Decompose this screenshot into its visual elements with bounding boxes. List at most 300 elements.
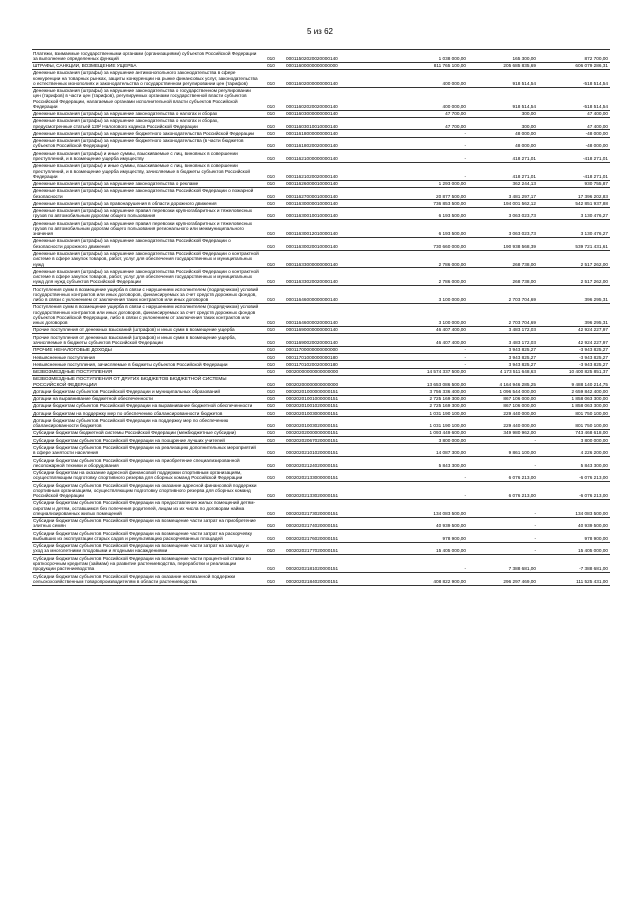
- row-remaining: 5 843 300,00: [538, 457, 610, 470]
- table-row: [32, 402, 610, 409]
- report-table: [32, 49, 610, 586]
- row-code: 010: [260, 268, 282, 286]
- row-code: 010: [260, 388, 282, 395]
- row-approved: 13 653 086 500,00: [392, 375, 468, 388]
- row-name: Денежные взыскания (штрафы) за нарушение законодательства Российской Федерации о пожарной безопасности: [32, 187, 260, 200]
- row-code: 010: [260, 250, 282, 268]
- row-kbk: 00011630012010000140: [282, 220, 392, 238]
- row-approved: 6 193 500,00: [392, 220, 468, 238]
- row-code: 010: [260, 499, 282, 517]
- table-row: [32, 542, 610, 555]
- row-kbk: 00020202067020000151: [282, 437, 392, 444]
- row-approved: 1 038 000,00: [392, 50, 468, 63]
- row-remaining: 47 400,00: [538, 110, 610, 117]
- row-approved: 20 877 500,00: [392, 187, 468, 200]
- row-executed: 3 063 023,73: [468, 220, 538, 238]
- row-executed: 194 001 562,12: [468, 200, 538, 207]
- row-kbk: 00020202174020000151: [282, 517, 392, 530]
- row-executed: 300,00: [468, 117, 538, 130]
- row-executed: -: [468, 437, 538, 444]
- row-executed: 229 440 000,00: [468, 417, 538, 430]
- row-approved: 730 660 000,00: [392, 237, 468, 250]
- row-kbk: 00011630020010000140: [282, 237, 392, 250]
- row-remaining: 2 517 262,00: [538, 268, 610, 286]
- row-code: 010: [260, 573, 282, 586]
- row-remaining: 9 488 140 214,75: [538, 375, 610, 388]
- row-code: 010: [260, 237, 282, 250]
- row-code: 010: [260, 410, 282, 417]
- row-approved: 2 725 169 300,00: [392, 402, 468, 409]
- row-kbk: 00011603000000000140: [282, 110, 392, 117]
- row-name: Невыясненные поступления: [32, 354, 260, 361]
- row-code: 010: [260, 375, 282, 388]
- table-row: [32, 368, 610, 375]
- row-remaining: -3 943 825,27: [538, 361, 610, 368]
- row-code: 010: [260, 303, 282, 326]
- row-kbk: 00011600000000000000: [282, 62, 392, 69]
- table-row: [32, 207, 610, 220]
- row-remaining: 930 755,87: [538, 180, 610, 187]
- row-name: Денежные взыскания (штрафы) за нарушение правил перевозки крупногабаритных и тяжеловесных грузов по автомобильным дорогам общего пользования регионального или межмуниципального значения: [32, 220, 260, 238]
- row-approved: 3 100 000,00: [392, 303, 468, 326]
- row-remaining: 396 295,31: [538, 303, 610, 326]
- row-remaining: 15 405 000,00: [538, 542, 610, 555]
- row-executed: 1 096 544 000,00: [468, 388, 538, 395]
- row-name: Дотации бюджетам субъектов Российской Федерации и муниципальных образований: [32, 388, 260, 395]
- row-remaining: 396 295,31: [538, 286, 610, 304]
- table-row: [32, 444, 610, 457]
- row-approved: 6 193 500,00: [392, 207, 468, 220]
- row-remaining: 743 468 618,00: [538, 429, 610, 436]
- row-kbk: 00011603010010000140: [282, 117, 392, 130]
- table-row: [32, 130, 610, 137]
- table-row: [32, 117, 610, 130]
- row-kbk: 00011646000000000140: [282, 286, 392, 304]
- row-code: 010: [260, 187, 282, 200]
- row-approved: -: [392, 137, 468, 150]
- row-approved: 15 405 000,00: [392, 542, 468, 555]
- row-kbk: 00011633000000000140: [282, 250, 392, 268]
- row-code: 010: [260, 130, 282, 137]
- row-approved: -: [392, 150, 468, 163]
- row-executed: 362 244,13: [468, 180, 538, 187]
- row-code: 010: [260, 334, 282, 347]
- row-approved: 2 786 000,00: [392, 250, 468, 268]
- row-remaining: 3 800 000,00: [538, 437, 610, 444]
- row-code: 010: [260, 69, 282, 87]
- row-name: Субсидии бюджетам субъектов Российской Федерации на оказание адресной финансовой поддержки спортивным организациям, осуществляющим подготовку спортивного резерва для сборных команд Российской Федерации: [32, 482, 260, 500]
- row-executed: 2 703 704,69: [468, 303, 538, 326]
- row-kbk: 00011630000010000140: [282, 200, 392, 207]
- row-remaining: -518 514,54: [538, 69, 610, 87]
- row-code: 010: [260, 137, 282, 150]
- row-remaining: 801 750 100,00: [538, 417, 610, 430]
- row-approved: 5 843 300,00: [392, 457, 468, 470]
- row-code: 010: [260, 457, 282, 470]
- row-kbk: 00020202176020000151: [282, 530, 392, 543]
- row-executed: -: [468, 530, 538, 543]
- table-row: [32, 388, 610, 395]
- row-remaining: 3 130 476,27: [538, 207, 610, 220]
- row-approved: -: [392, 354, 468, 361]
- row-approved: 3 800 000,00: [392, 437, 468, 444]
- row-executed: 7 388 681,00: [468, 555, 538, 573]
- row-approved: 47 700,00: [392, 117, 468, 130]
- row-remaining: 978 900,00: [538, 530, 610, 543]
- row-name: Денежные взыскания (штрафы) за нарушение законодательства Российской Федерации о контрактной системе в сфере закупок товаров, работ, услуг для обеспечения государственных и муниципальных нужд: [33, 251, 259, 267]
- row-approved: 47 700,00: [392, 110, 468, 117]
- row-code: 010: [260, 180, 282, 187]
- row-name: Денежные взыскания (штрафы) и иные суммы, взыскиваемые с лиц, виновных в совершении преступлений, и в возмещение ущерба имуществу: [32, 150, 260, 163]
- row-remaining: -3 943 825,27: [538, 354, 610, 361]
- table-row: [32, 286, 610, 304]
- table-row: [32, 417, 610, 430]
- table-row: [32, 482, 610, 500]
- row-executed: 918 514,54: [468, 87, 538, 110]
- row-executed: 165 300,00: [468, 50, 538, 63]
- table-row: [32, 326, 610, 333]
- table-row: [32, 429, 610, 436]
- table-row: [32, 150, 610, 163]
- row-kbk: 00020202133020000151: [282, 482, 392, 500]
- row-executed: -: [468, 542, 538, 555]
- row-remaining: -7 388 681,00: [538, 555, 610, 573]
- row-approved: 1 093 449 600,00: [392, 429, 468, 436]
- row-remaining: -518 514,54: [538, 87, 610, 110]
- row-kbk: 00011701020020000180: [282, 361, 392, 368]
- row-name: ШТРАФЫ, САНКЦИИ, ВОЗМЕЩЕНИЕ УЩЕРБА: [32, 62, 260, 69]
- row-approved: -: [392, 555, 468, 573]
- row-approved: 46 407 400,00: [392, 334, 468, 347]
- table-row: [32, 395, 610, 402]
- row-remaining: 10 400 825 851,37: [538, 368, 610, 375]
- row-approved: 408 822 900,00: [392, 573, 468, 586]
- table-row: [32, 50, 610, 63]
- row-code: 010: [260, 87, 282, 110]
- row-approved: 2 725 169 300,00: [392, 395, 468, 402]
- row-kbk: 00020202133000000151: [282, 469, 392, 482]
- row-executed: 349 980 962,00: [468, 429, 538, 436]
- row-code: 010: [260, 429, 282, 436]
- row-executed: -: [468, 457, 538, 470]
- row-approved: -: [392, 162, 468, 180]
- row-approved: 134 083 500,00: [392, 499, 468, 517]
- row-executed: 918 514,54: [468, 69, 538, 87]
- table-row: [32, 410, 610, 417]
- row-code: 010: [260, 517, 282, 530]
- row-kbk: 00020202101020000151: [282, 444, 392, 457]
- table-row: [32, 187, 610, 200]
- row-code: 010: [260, 326, 282, 333]
- row-approved: 14 574 337 500,00: [392, 368, 468, 375]
- table-row: [32, 346, 610, 353]
- table-row: [32, 457, 610, 470]
- row-code: 010: [260, 395, 282, 402]
- row-code: 010: [260, 110, 282, 117]
- row-kbk: 00011621000000000140: [282, 150, 392, 163]
- row-code: 010: [260, 402, 282, 409]
- row-code: 010: [260, 482, 282, 500]
- table-row: [32, 573, 610, 586]
- row-kbk: 00011701000000000180: [282, 354, 392, 361]
- row-code: 010: [260, 555, 282, 573]
- row-executed: 6 076 213,00: [468, 469, 538, 482]
- row-executed: 3 063 023,73: [468, 207, 538, 220]
- table-row: [32, 268, 610, 286]
- row-code: 010: [260, 444, 282, 457]
- row-approved: 400 000,00: [392, 87, 468, 110]
- row-executed: 268 738,00: [468, 268, 538, 286]
- row-kbk: 00011700000000000000: [282, 346, 392, 353]
- row-approved: 400 000,00: [392, 69, 468, 87]
- row-executed: -: [468, 517, 538, 530]
- row-remaining: -48 000,00: [538, 137, 610, 150]
- row-kbk: 00011618020020000140: [282, 137, 392, 150]
- row-code: 010: [260, 361, 282, 368]
- table-row: [32, 180, 610, 187]
- row-approved: 978 900,00: [392, 530, 468, 543]
- row-name: Прочие поступления от денежных взысканий (штрафов) и иных сумм в возмещение ущерба: [32, 326, 260, 333]
- row-remaining: 42 924 227,97: [538, 326, 610, 333]
- row-remaining: -6 076 213,00: [538, 469, 610, 482]
- row-approved: 811 765 100,00: [392, 62, 468, 69]
- table-row: [32, 375, 610, 388]
- row-approved: 3 100 000,00: [392, 286, 468, 304]
- row-name: Субсидии бюджетам на оказание адресной финансовой поддержки спортивным организациям, осуществляющим подготовку спортивного резерва для сборных команд Российской Федерации: [32, 469, 260, 482]
- table-row: [32, 200, 610, 207]
- table-row: [32, 237, 610, 250]
- row-executed: 3 943 825,27: [468, 361, 538, 368]
- row-name: Денежные взыскания (штрафы) за нарушение антимонопольного законодательства в сфере конкуренции на товарных рынках, защиты конкуренции на рынке финансовых услуг, законодательства о естественных монополиях и законодательства о государственном регулировании цен (тарифов): [32, 69, 260, 87]
- row-code: 010: [260, 150, 282, 163]
- row-executed: 418 271,01: [468, 150, 538, 163]
- row-remaining: 111 525 431,00: [538, 573, 610, 586]
- row-kbk: 00020202181020000151: [282, 555, 392, 573]
- row-kbk: 00020201000000000151: [282, 388, 392, 395]
- row-approved: -: [392, 469, 468, 482]
- row-name: Денежные взыскания (штрафы) за нарушение законодательства о государственном регулировании цен (тарифов) в части цен (тарифов), регулируемых органами государственной власти субъектов Российской Федерации, налагаемые органами исполнительной власти субъектов Российской Федерации: [32, 87, 260, 110]
- table-row: [32, 87, 610, 110]
- row-code: 010: [260, 207, 282, 220]
- row-name: Денежные взыскания (штрафы) за нарушение бюджетного законодательства Российской Федерации: [32, 130, 260, 137]
- row-executed: 229 440 000,00: [468, 410, 538, 417]
- row-code: 010: [260, 117, 282, 130]
- row-kbk: 00011618000000000140: [282, 130, 392, 137]
- table-row: [32, 437, 610, 444]
- row-approved: 3 756 336 400,00: [392, 388, 468, 395]
- table-row: [32, 250, 610, 268]
- row-remaining: -418 271,01: [538, 150, 610, 163]
- row-code: 010: [260, 50, 282, 63]
- row-name: Денежные взыскания (штрафы) за нарушение законодательства Российской Федерации о безопасности дорожного движения: [32, 237, 260, 250]
- row-approved: 1 031 190 100,00: [392, 417, 468, 430]
- row-name: Субсидии бюджетам субъектов Российской Федерации на поощрение лучших учителей: [32, 437, 260, 444]
- row-remaining: 2 517 262,00: [538, 250, 610, 268]
- row-code: 010: [260, 346, 282, 353]
- row-approved: 14 087 300,00: [392, 444, 468, 457]
- row-name: Субсидии бюджетам субъектов Российской Федерации на возмещение части затрат на раскорчевку выбывших из эксплуатации старых садов и рекультивацию раскорчеванных площадей: [32, 530, 260, 543]
- row-name: Дотации бюджетам на поддержку мер по обеспечению сбалансированности бюджетов: [32, 410, 260, 417]
- table-row: [32, 69, 610, 87]
- row-remaining: 539 721 431,61: [538, 237, 610, 250]
- row-code: 010: [260, 200, 282, 207]
- row-executed: 296 297 469,00: [468, 573, 538, 586]
- row-name: Денежные взыскания (штрафы) за нарушение законодательства Российской Федерации о контрактной системе в сфере закупок товаров, работ, услуг для обеспечения государственных и муниципальных нужд для нужд субъектов Российской Федерации: [33, 268, 259, 285]
- row-approved: -: [392, 482, 468, 500]
- row-name: Денежные взыскания (штрафы) за нарушение бюджетного законодательства (в части бюджетов субъектов Российской Федерации): [32, 137, 260, 150]
- row-code: 010: [260, 286, 282, 304]
- row-name: Субсидии бюджетам субъектов Российской Федерации на оказание несвязанной поддержки сельскохозяйственным товаропроизводителям в области растениеводства: [32, 573, 260, 586]
- row-kbk: 00020201003020000151: [282, 417, 392, 430]
- row-name: Дотации бюджетам субъектов Российской Федерации на выравнивание бюджетной обеспеченности: [32, 402, 260, 409]
- row-remaining: 872 700,00: [538, 50, 610, 63]
- row-kbk: 00011602000000000140: [282, 69, 392, 87]
- row-remaining: 2 659 842 400,00: [538, 388, 610, 395]
- row-name: Дотации на выравнивание бюджетной обеспеченности: [32, 395, 260, 402]
- row-kbk: 00020200000000000000: [282, 375, 392, 388]
- row-approved: 40 939 500,00: [392, 517, 468, 530]
- row-kbk: 00020201001020000151: [282, 402, 392, 409]
- table-row: [32, 555, 610, 573]
- row-remaining: 3 130 476,27: [538, 220, 610, 238]
- row-executed: 48 000,00: [468, 130, 538, 137]
- row-executed: 3 943 825,27: [468, 346, 538, 353]
- row-approved: -: [392, 361, 468, 368]
- row-executed: 300,00: [468, 110, 538, 117]
- row-kbk: 00020202000000000151: [282, 429, 392, 436]
- row-executed: 3 481 297,17: [468, 187, 538, 200]
- row-kbk: 00020202124020000151: [282, 457, 392, 470]
- row-name: ПРОЧИЕ НЕНАЛОГОВЫЕ ДОХОДЫ: [32, 346, 260, 353]
- row-approved: -: [392, 346, 468, 353]
- row-code: 010: [260, 62, 282, 69]
- table-row: [32, 162, 610, 180]
- row-approved: 46 407 400,00: [392, 326, 468, 333]
- row-kbk: 00011690020020000140: [282, 334, 392, 347]
- row-name: Платежи, взимаемые государственными органами (организациями) субъектов Российской Федерации за выполнение определенных функций: [32, 50, 260, 63]
- row-kbk: 00011626000010000140: [282, 180, 392, 187]
- row-approved: 736 853 500,00: [392, 200, 468, 207]
- row-executed: 9 861 100,00: [468, 444, 538, 457]
- row-name: Денежные взыскания (штрафы) за нарушение правил перевозки крупногабаритных и тяжеловесных грузов по автомобильным дорогам общего пользования: [32, 207, 260, 220]
- row-remaining: 42 924 227,97: [538, 334, 610, 347]
- row-kbk: 00020201003000000151: [282, 410, 392, 417]
- row-remaining: 801 750 100,00: [538, 410, 610, 417]
- table-row: [32, 361, 610, 368]
- row-executed: 418 271,01: [468, 162, 538, 180]
- page-number: 5 из 62: [307, 27, 333, 36]
- row-code: 010: [260, 469, 282, 482]
- row-code: 010: [260, 530, 282, 543]
- row-code: 010: [260, 162, 282, 180]
- table-row: [32, 530, 610, 543]
- row-name: Субсидии бюджетам субъектов Российской Федерации на приобретение специализированной лесопожарной техники и оборудования: [32, 457, 260, 470]
- row-kbk: 00011502020020000140: [282, 50, 392, 63]
- row-kbk: 00020201001000000151: [282, 395, 392, 402]
- row-kbk: 00020202177020000151: [282, 542, 392, 555]
- row-executed: 4 173 511 648,63: [468, 368, 538, 375]
- row-remaining: 4 226 200,00: [538, 444, 610, 457]
- row-remaining: 606 079 286,31: [538, 62, 610, 69]
- row-executed: 6 076 213,00: [468, 482, 538, 500]
- row-executed: 190 938 568,39: [468, 237, 538, 250]
- table-row: [32, 303, 610, 326]
- row-code: 010: [260, 542, 282, 555]
- row-kbk: 00020000000000000000: [282, 368, 392, 375]
- row-executed: 205 685 835,69: [468, 62, 538, 69]
- row-approved: 1 031 190 100,00: [392, 410, 468, 417]
- row-kbk: 00011627000010000140: [282, 187, 392, 200]
- row-approved: -: [392, 130, 468, 137]
- row-code: 010: [260, 368, 282, 375]
- row-remaining: -48 000,00: [538, 130, 610, 137]
- row-kbk: 00011633020020000140: [282, 268, 392, 286]
- table-row: [32, 334, 610, 347]
- row-kbk: 00011602020020000140: [282, 87, 392, 110]
- row-remaining: 1 858 063 300,00: [538, 402, 610, 409]
- row-name: Прочие поступления от денежных взысканий (штрафов) и иных сумм в возмещение ущерба, зачисляемые в бюджеты субъектов Российской Федерации: [32, 334, 260, 347]
- row-name: БЕЗВОЗМЕЗДНЫЕ ПОСТУПЛЕНИЯ ОТ ДРУГИХ БЮДЖЕТОВ БЮДЖЕТНОЙ СИСТЕМЫ РОССИЙСКОЙ ФЕДЕРАЦИИ: [32, 375, 260, 388]
- row-approved: 2 786 000,00: [392, 268, 468, 286]
- row-kbk: 00011621020020000140: [282, 162, 392, 180]
- row-code: 010: [260, 437, 282, 444]
- table-row: [32, 220, 610, 238]
- row-remaining: -3 943 825,27: [538, 346, 610, 353]
- table-row: [32, 469, 610, 482]
- row-name: Денежные взыскания (штрафы) и иные суммы, взыскиваемые с лиц, виновных в совершении преступлений, и в возмещение ущерба имуществу, зачисляемые в бюджеты субъектов Российской Федерации: [32, 162, 260, 180]
- table-row: [32, 354, 610, 361]
- row-remaining: 542 851 937,88: [538, 200, 610, 207]
- row-name: Невыясненные поступления, зачисляемые в бюджеты субъектов Российской Федерации: [32, 361, 260, 368]
- row-name: Субсидии бюджетам субъектов Российской Федерации на предоставление жилых помещений детям-сиротам и детям, оставшимся без попечения родителей, лицам из их числа по договорам найма специализированных жилых помещений: [32, 499, 260, 517]
- table-row: [32, 137, 610, 150]
- row-name: Денежные взыскания (штрафы) за правонарушения в области дорожного движения: [32, 200, 260, 207]
- row-approved: 1 293 000,00: [392, 180, 468, 187]
- row-executed: 4 164 946 285,25: [468, 375, 538, 388]
- row-name: Денежные взыскания (штрафы) за нарушение законодательства о налогах и сборах: [32, 110, 260, 117]
- row-remaining: 40 939 500,00: [538, 517, 610, 530]
- row-executed: 48 000,00: [468, 137, 538, 150]
- row-remaining: 47 400,00: [538, 117, 610, 130]
- row-name: Денежные взыскания (штрафы) за нарушение законодательства о рекламе: [32, 180, 260, 187]
- row-executed: 867 106 000,00: [468, 402, 538, 409]
- row-name: Субсидии бюджетам субъектов Российской Федерации на возмещение части затрат на приобретение элитных семян: [32, 517, 260, 530]
- table-row: [32, 110, 610, 117]
- row-remaining: 17 396 202,83: [538, 187, 610, 200]
- row-kbk: 00020202173020000151: [282, 499, 392, 517]
- row-name: Субсидии бюджетам бюджетной системы Российской Федерации (межбюджетные субсидии): [32, 429, 260, 436]
- row-name: Субсидии бюджетам субъектов Российской Федерации на возмещение части затрат на закладку и уход за многолетними плодовыми и ягодными насаждениями: [32, 542, 260, 555]
- row-executed: 268 738,00: [468, 250, 538, 268]
- row-executed: 867 106 000,00: [468, 395, 538, 402]
- row-executed: 2 703 704,69: [468, 286, 538, 304]
- row-remaining: -418 271,01: [538, 162, 610, 180]
- row-kbk: 00011690000000000140: [282, 326, 392, 333]
- row-executed: -: [468, 499, 538, 517]
- row-kbk: 00020202184020000151: [282, 573, 392, 586]
- row-code: 010: [260, 354, 282, 361]
- row-executed: 3 483 172,03: [468, 326, 538, 333]
- row-name: Дотации бюджетам субъектов Российской Федерации на поддержку мер по обеспечению сбалансированности бюджетов: [32, 417, 260, 430]
- row-remaining: 134 083 500,00: [538, 499, 610, 517]
- row-executed: 3 943 825,27: [468, 354, 538, 361]
- row-kbk: 00011646000020000140: [282, 303, 392, 326]
- row-code: 010: [260, 220, 282, 238]
- row-remaining: -6 076 213,00: [538, 482, 610, 500]
- row-remaining: 1 858 063 300,00: [538, 395, 610, 402]
- row-name: Поступления сумм в возмещение ущерба в связи с нарушением исполнителем (подрядчиком) условий государственных контрактов или иных договоров, финансируемых за счет средств дорожных фондов субъектов Российской Федерации, либо в связи с уклонением от заключения таких контрактов или иных договоров: [33, 304, 259, 326]
- row-name: Поступления сумм в возмещение ущерба в связи с нарушением исполнителем (подрядчиком) условий государственных контрактов или иных договоров, финансируемых за счет средств дорожных фондов, либо в связи с уклонением от заключения таких контрактов или иных договоров: [33, 286, 259, 303]
